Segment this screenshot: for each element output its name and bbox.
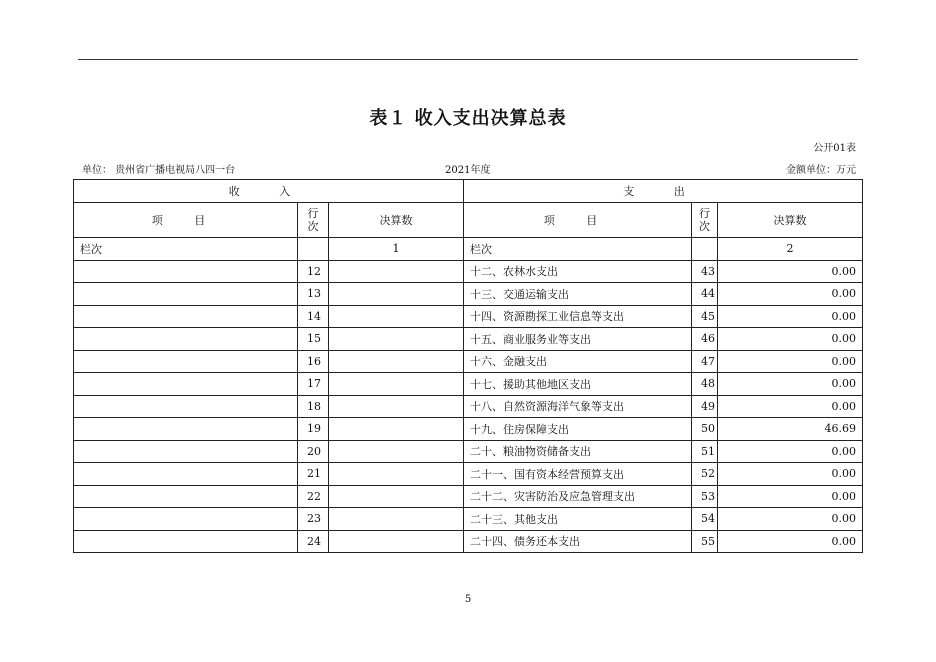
- income-expense-table: [73, 179, 863, 553]
- expense-amount-header: 决算数: [718, 203, 863, 238]
- column-index-row: [74, 238, 863, 261]
- income-value-cell: [329, 305, 464, 328]
- line-header-top: 行: [699, 207, 711, 220]
- expense-value-cell: 0.00: [718, 485, 863, 508]
- expense-line-header: [692, 203, 718, 238]
- expense-line-cell: 48: [692, 373, 718, 396]
- expense-line-cell: 51: [692, 440, 718, 463]
- income-item-cell: [74, 418, 298, 441]
- expense-item-cell: 十七、援助其他地区支出: [464, 373, 692, 396]
- table-row: [74, 440, 863, 463]
- expense-line-cell: 53: [692, 485, 718, 508]
- income-line-cell: 18: [298, 395, 329, 418]
- table-row: [74, 530, 863, 553]
- expense-value-cell: 0.00: [718, 305, 863, 328]
- expense-item-cell: 二十一、国有资本经营预算支出: [464, 463, 692, 486]
- expense-value-cell: 46.69: [718, 418, 863, 441]
- income-item-cell: [74, 305, 298, 328]
- expense-item-cell: 十二、农林水支出: [464, 260, 692, 283]
- income-item-cell: [74, 463, 298, 486]
- income-item-cell: [74, 530, 298, 553]
- table-row: [74, 328, 863, 351]
- expense-item-cell: 十九、住房保障支出: [464, 418, 692, 441]
- table-row: [74, 373, 863, 396]
- expense-line-cell: 47: [692, 350, 718, 373]
- income-item-cell: [74, 373, 298, 396]
- expense-value-cell: 0.00: [718, 395, 863, 418]
- expense-item-cell: 十六、金融支出: [464, 350, 692, 373]
- income-item-cell: [74, 440, 298, 463]
- income-value-cell: [329, 418, 464, 441]
- income-value-cell: [329, 350, 464, 373]
- fiscal-year: 2021年度: [445, 165, 491, 176]
- expense-line-cell: 45: [692, 305, 718, 328]
- income-line-cell: 22: [298, 485, 329, 508]
- expense-line-cell: 49: [692, 395, 718, 418]
- page-number: 5: [464, 594, 472, 605]
- expense-index-line: [692, 238, 718, 261]
- expense-value-cell: 0.00: [718, 508, 863, 531]
- column-header-row: [74, 203, 863, 238]
- expense-value-cell: 0.00: [718, 440, 863, 463]
- line-header-bottom: 次: [699, 220, 711, 233]
- income-line-cell: 13: [298, 283, 329, 306]
- income-value-cell: [329, 283, 464, 306]
- table-row: [74, 418, 863, 441]
- income-line-cell: 19: [298, 418, 329, 441]
- table-row: [74, 283, 863, 306]
- expense-item-cell: 二十、粮油物资储备支出: [464, 440, 692, 463]
- income-item-header: 项 目: [74, 203, 298, 238]
- income-amount-header: 决算数: [329, 203, 464, 238]
- expense-value-cell: 0.00: [718, 260, 863, 283]
- income-value-cell: [329, 260, 464, 283]
- expense-line-cell: 43: [692, 260, 718, 283]
- expense-value-cell: 0.00: [718, 530, 863, 553]
- header-rule: [78, 59, 858, 60]
- income-item-cell: [74, 283, 298, 306]
- section-header-row: [74, 180, 863, 203]
- table-row: [74, 463, 863, 486]
- income-line-cell: 21: [298, 463, 329, 486]
- expense-item-cell: 十五、商业服务业等支出: [464, 328, 692, 351]
- expense-item-cell: 二十四、债务还本支出: [464, 530, 692, 553]
- income-value-cell: [329, 328, 464, 351]
- table-row: [74, 395, 863, 418]
- expense-line-cell: 50: [692, 418, 718, 441]
- income-item-cell: [74, 395, 298, 418]
- income-value-cell: [329, 395, 464, 418]
- expense-line-cell: 44: [692, 283, 718, 306]
- expense-item-cell: 十三、交通运输支出: [464, 283, 692, 306]
- income-line-cell: 23: [298, 508, 329, 531]
- form-code: 公开01表: [813, 143, 856, 154]
- income-value-cell: [329, 440, 464, 463]
- expense-item-cell: 二十二、灾害防治及应急管理支出: [464, 485, 692, 508]
- income-value-cell: [329, 530, 464, 553]
- income-line-cell: 16: [298, 350, 329, 373]
- income-line-cell: 15: [298, 328, 329, 351]
- expense-index-value: 2: [718, 238, 863, 261]
- expense-item-cell: 十四、资源勘探工业信息等支出: [464, 305, 692, 328]
- amount-unit: 金额单位：万元: [786, 165, 856, 176]
- line-header-bottom: 次: [307, 220, 319, 233]
- table-row: [74, 350, 863, 373]
- income-item-cell: [74, 350, 298, 373]
- income-line-cell: 12: [298, 260, 329, 283]
- expense-index-label: 栏次: [464, 238, 692, 261]
- expense-line-cell: 52: [692, 463, 718, 486]
- income-index-value: 1: [329, 238, 464, 261]
- table-row: [74, 485, 863, 508]
- unit-label: 单位： 贵州省广播电视局八四一台: [82, 165, 236, 176]
- table-row: [74, 508, 863, 531]
- expense-header: 支 出: [464, 180, 863, 203]
- income-line-cell: 24: [298, 530, 329, 553]
- income-index-line: [298, 238, 329, 261]
- expense-item-cell: 十八、自然资源海洋气象等支出: [464, 395, 692, 418]
- income-line-cell: 20: [298, 440, 329, 463]
- income-line-header: [298, 203, 329, 238]
- income-item-cell: [74, 508, 298, 531]
- income-header: 收 入: [74, 180, 464, 203]
- page-title: 表１ 收入支出决算总表: [369, 108, 567, 129]
- income-item-cell: [74, 485, 298, 508]
- income-index-label: 栏次: [74, 238, 298, 261]
- expense-value-cell: 0.00: [718, 463, 863, 486]
- expense-line-cell: 46: [692, 328, 718, 351]
- income-value-cell: [329, 508, 464, 531]
- table-row: [74, 305, 863, 328]
- expense-value-cell: 0.00: [718, 328, 863, 351]
- expense-value-cell: 0.00: [718, 373, 863, 396]
- income-line-cell: 14: [298, 305, 329, 328]
- expense-value-cell: 0.00: [718, 350, 863, 373]
- expense-item-cell: 二十三、其他支出: [464, 508, 692, 531]
- income-item-cell: [74, 328, 298, 351]
- expense-line-cell: 54: [692, 508, 718, 531]
- income-value-cell: [329, 373, 464, 396]
- expense-item-header: 项 目: [464, 203, 692, 238]
- income-line-cell: 17: [298, 373, 329, 396]
- income-item-cell: [74, 260, 298, 283]
- income-value-cell: [329, 463, 464, 486]
- line-header-top: 行: [307, 207, 319, 220]
- income-value-cell: [329, 485, 464, 508]
- expense-value-cell: 0.00: [718, 283, 863, 306]
- table-row: [74, 260, 863, 283]
- expense-line-cell: 55: [692, 530, 718, 553]
